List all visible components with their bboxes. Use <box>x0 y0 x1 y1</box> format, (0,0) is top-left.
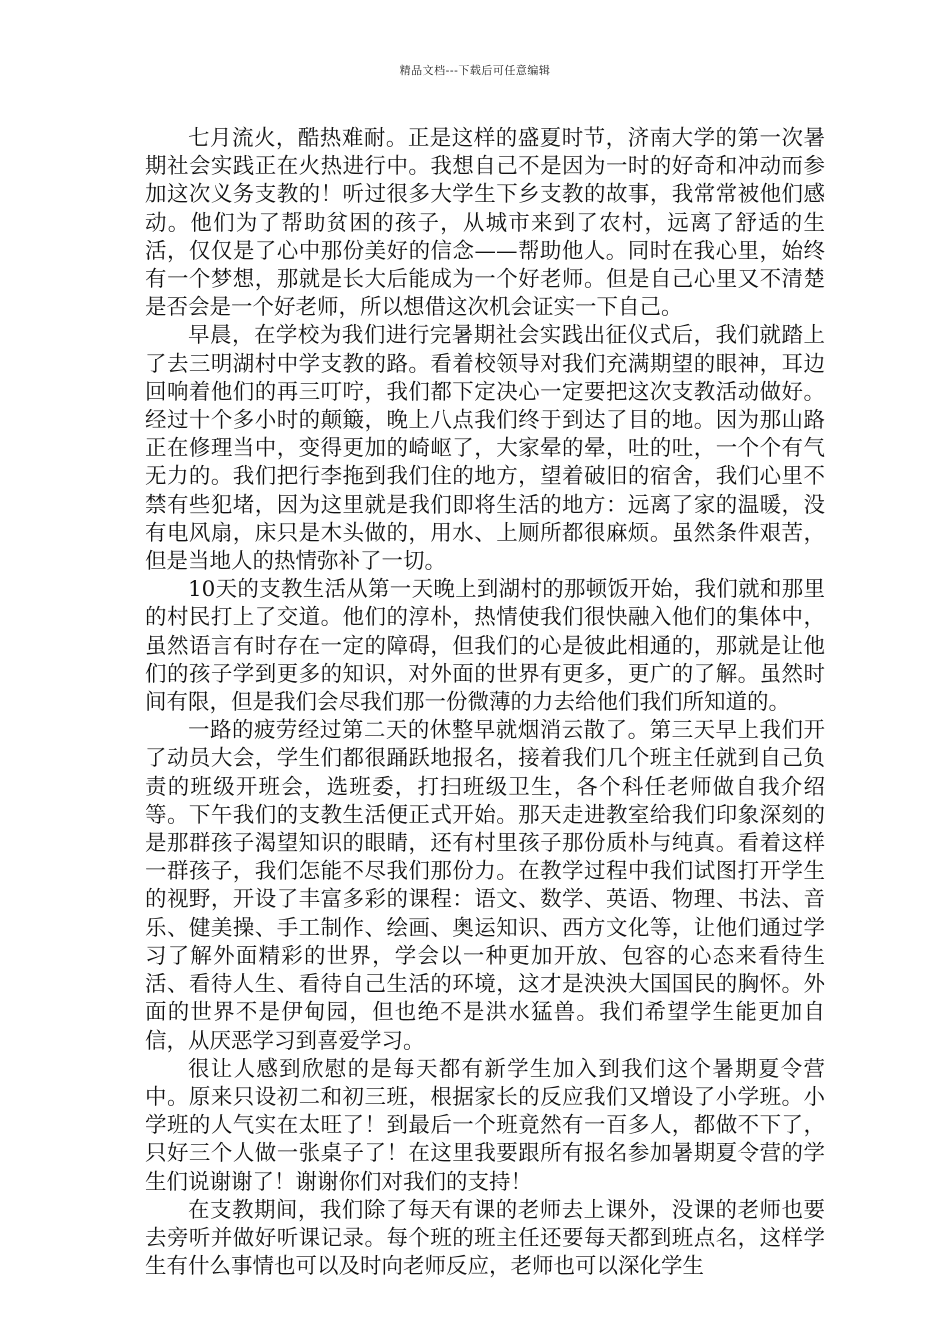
paragraph-3: 10天的支教生活从第一天晚上到湖村的那顿饭开始，我们就和那里的村民打上了交道。他们的淳朴，热情使我们很快融入他们的集体中，虽然语言有时存在一定的障碍，但我们的心是彼此相通的，那就是让他们的孩子学到更多的知识，对外面的世界有更多，更广的了解。虽然时间有限，但是我们会尽我们那一份微薄的力去给他们我们所知道的。 <box>145 577 825 716</box>
paragraph-5: 很让人感到欣慰的是每天都有新学生加入到我们这个暑期夏令营中。原来只设初二和初三班，根据家长的反应我们又增设了小学班。小学班的人气实在太旺了！到最后一个班竟然有一百多人，都做不下了，只好三个人做一张桌子了！在这里我要跟所有报名参加暑期夏令营的学生们说谢谢了！谢谢你们对我们的支持！ <box>145 1056 825 1195</box>
paragraph-2: 早晨，在学校为我们进行完暑期社会实践出征仪式后，我们就踏上了去三明湖村中学支教的路。看着校领导对我们充满期望的眼神，耳边回响着他们的再三叮咛，我们都下定决心一定要把这次支教活动做好。经过十个多小时的颠簸，晚上八点我们终于到达了目的地。因为那山路正在修理当中，变得更加的崎岖了，大家晕的晕，吐的吐，一个个有气无力的。我们把行李拖到我们住的地方，望着破旧的宿舍，我们心里不禁有些犯堵，因为这里就是我们即将生活的地方：远离了家的温暖，没有电风扇，床只是木头做的，用水、上厕所都很麻烦。虽然条件艰苦，但是当地人的热情弥补了一切。 <box>145 323 825 575</box>
page-header: 精品文档---下载后可任意编辑 <box>399 64 551 77</box>
paragraph-6: 在支教期间，我们除了每天有课的老师去上课外，没课的老师也要去旁听并做好听课记录。每个班的班主任还要每天都到班点名，这样学生有什么事情也可以及时向老师反应，老师也可以深化学生 <box>145 1197 825 1280</box>
document-body <box>145 125 825 1281</box>
paragraph-4: 一路的疲劳经过第二天的休整早就烟消云散了。第三天早上我们开了动员大会，学生们都很踊跃地报名，接着我们几个班主任就到自己负责的班级开班会，选班委，打扫班级卫生，各个科任老师做自我介绍等。下午我们的支教生活便正式开始。那天走进教室给我们印象深刻的是那群孩子渴望知识的眼睛，还有村里孩子那份质朴与纯真。看着这样一群孩子，我们怎能不尽我们那份力。在教学过程中我们试图打开学生的视野，开设了丰富多彩的课程：语文、数学、英语、物理、书法、音乐、健美操、手工制作、绘画、奥运知识、西方文化等，让他们通过学习了解外面精彩的世界，学会以一种更加开放、包容的心态来看待生活、看待人生、看待自己生活的环境，这才是泱泱大国国民的胸怀。外面的世界不是伊甸园，但也绝不是洪水猛兽。我们希望学生能更加自信，从厌恶学习到喜爱学习。 <box>145 718 825 1054</box>
paragraph-1: 七月流火，酷热难耐。正是这样的盛夏时节，济南大学的第一次暑期社会实践正在火热进行中。我想自己不是因为一时的好奇和冲动而参加这次义务支教的！听过很多大学生下乡支教的故事，我常常被他们感动。他们为了帮助贫困的孩子，从城市来到了农村，远离了舒适的生活，仅仅是了心中那份美好的信念——帮助他人。同时在我心里，始终有一个梦想，那就是长大后能成为一个好老师。但是自己心里又不清楚是否会是一个好老师，所以想借这次机会证实一下自己。 <box>145 126 825 321</box>
